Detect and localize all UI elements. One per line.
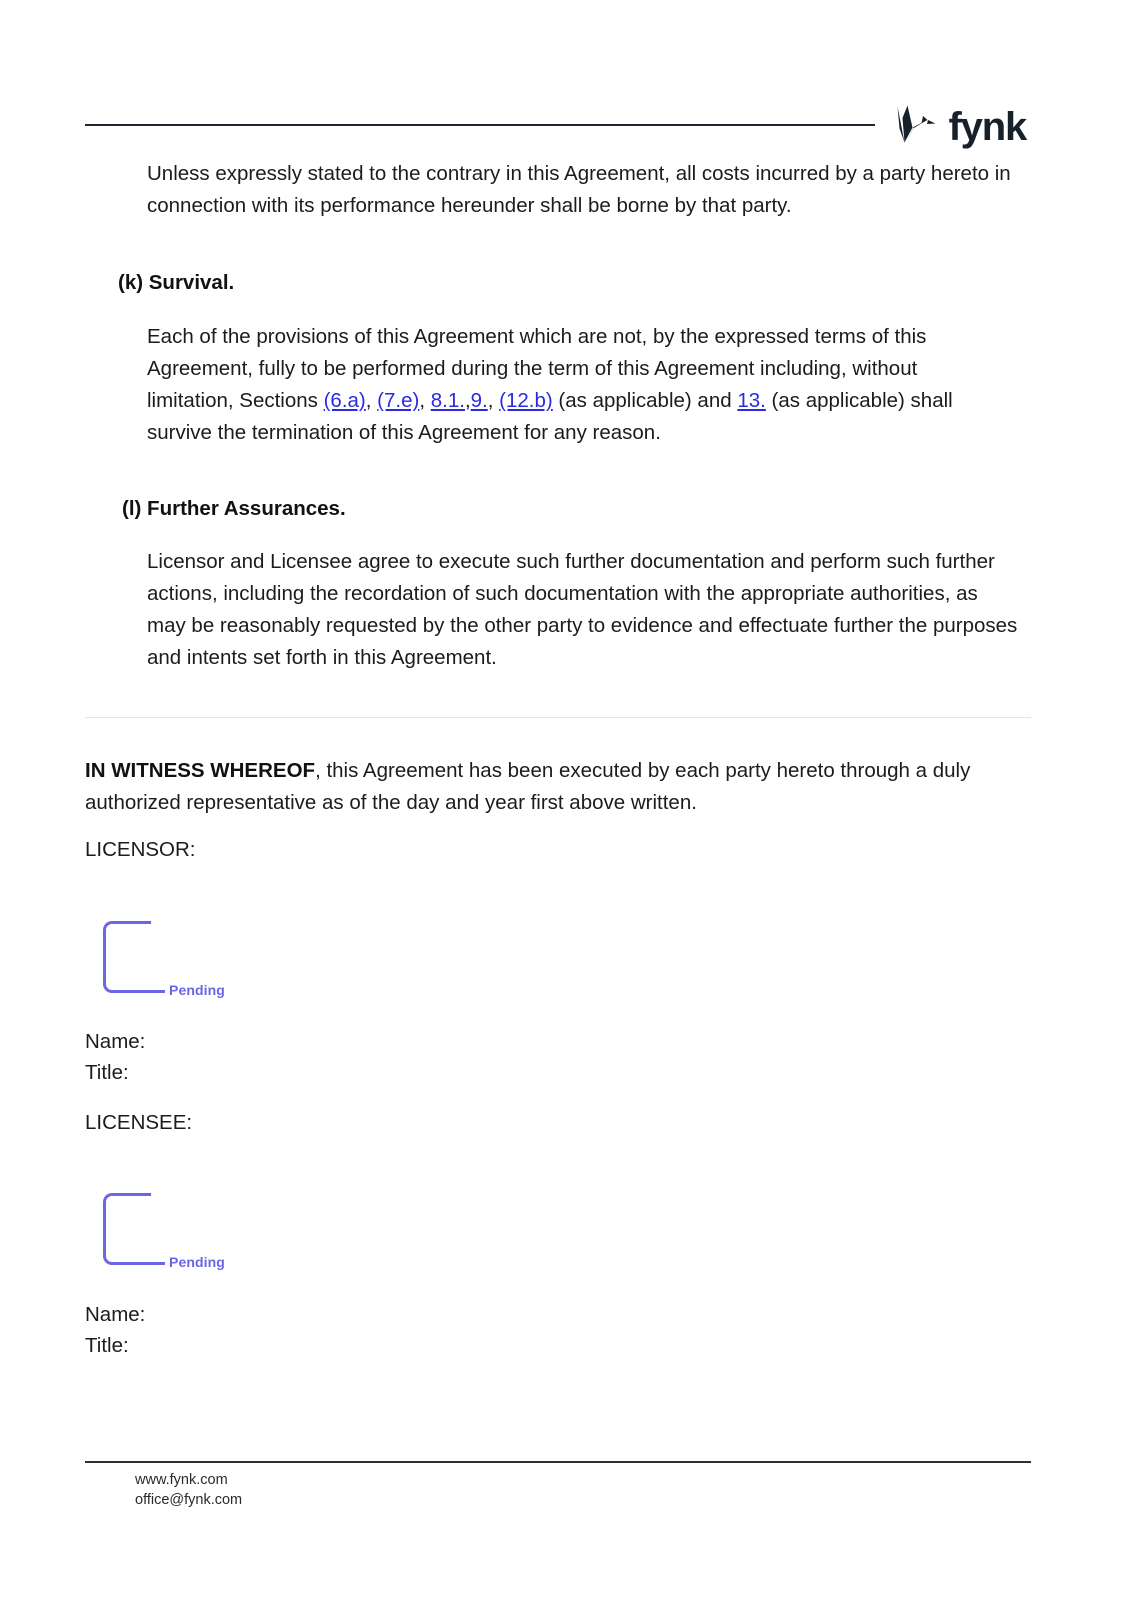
- survival-text-intro: Each of the provisions of this Agreement which are not, by the expressed terms of this Agreement, fully to be performed during the term of this Agreement including, without limitation, Sections: [147, 325, 927, 412]
- clause-paragraph-survival: [147, 321, 1007, 449]
- signature-bracket-icon: [103, 1193, 151, 1265]
- name-label-licensor: Name:: [85, 1030, 146, 1053]
- xref-link-12b[interactable]: (12.b): [499, 389, 553, 412]
- xref-link-13[interactable]: 13.: [737, 389, 766, 412]
- signature-bracket-tail: [148, 1262, 165, 1265]
- xref-sep-4: (as applicable) and: [552, 389, 738, 412]
- party-label-licensor: LICENSOR:: [85, 838, 196, 861]
- signature-status-badge-licensor: Pending: [169, 982, 225, 998]
- page-footer: [135, 1470, 242, 1510]
- costs-paragraph: Unless expressly stated to the contrary in this Agreement, all costs incurred by a party hereto in connection with its performance hereunder shall be borne by that party.: [147, 162, 1011, 217]
- clause-paragraph-further-assurances: Licensor and Licensee agree to execute such further documentation and perform such further actions, including the recordation of such documentation with the appropriate authorities, as may be reasonably requested by the other party to evidence and effectuate further the purposes and intents set forth in this Agreement.: [147, 550, 1018, 669]
- xref-link-7e[interactable]: (7.e): [377, 389, 420, 412]
- witness-bold-lead: IN WITNESS WHEREOF: [85, 759, 316, 782]
- xref-sep-0: ,: [365, 389, 378, 412]
- signature-field-licensor[interactable]: [103, 921, 363, 1011]
- xref-link-81[interactable]: 8.1.: [430, 389, 465, 412]
- section-divider: [85, 717, 1031, 718]
- title-label-licensor: Title:: [85, 1061, 129, 1084]
- footer-email[interactable]: office@fynk.com: [135, 1492, 243, 1508]
- signature-field-licensee[interactable]: [103, 1193, 363, 1283]
- footer-website[interactable]: www.fynk.com: [135, 1472, 228, 1488]
- xref-sep-2: ,: [464, 389, 471, 412]
- xref-sep-3: ,: [487, 389, 500, 412]
- clause-heading-further-assurances: (l) Further Assurances.: [122, 497, 346, 520]
- brand-logo: [893, 95, 1026, 155]
- name-label-licensee: Name:: [85, 1303, 146, 1326]
- header-divider-rule: [85, 124, 875, 126]
- clause-heading-survival: (k) Survival.: [118, 271, 235, 294]
- signature-status-badge-licensee: Pending: [169, 1254, 225, 1270]
- xref-sep-5: (as applicable) shall survive the termination of this Agreement for any reason.: [147, 389, 953, 444]
- witness-rest-text: , this Agreement has been executed by each party hereto through a duly authorized representative as of the day and year first above written.: [85, 759, 971, 814]
- xref-sep-1: ,: [419, 389, 431, 412]
- witness-paragraph: [85, 755, 1015, 819]
- signature-bracket-tail: [148, 990, 165, 993]
- brand-wordmark: fynk: [948, 105, 1026, 149]
- footer-divider-rule: [85, 1461, 1031, 1463]
- party-label-licensee: LICENSEE:: [85, 1111, 193, 1134]
- signature-bracket-icon: [103, 921, 151, 993]
- xref-link-6a[interactable]: (6.a): [323, 389, 366, 412]
- origami-bird-icon: [893, 104, 939, 146]
- xref-link-9[interactable]: 9.: [470, 389, 488, 412]
- page-header: [0, 95, 1131, 155]
- title-label-licensee: Title:: [85, 1334, 129, 1357]
